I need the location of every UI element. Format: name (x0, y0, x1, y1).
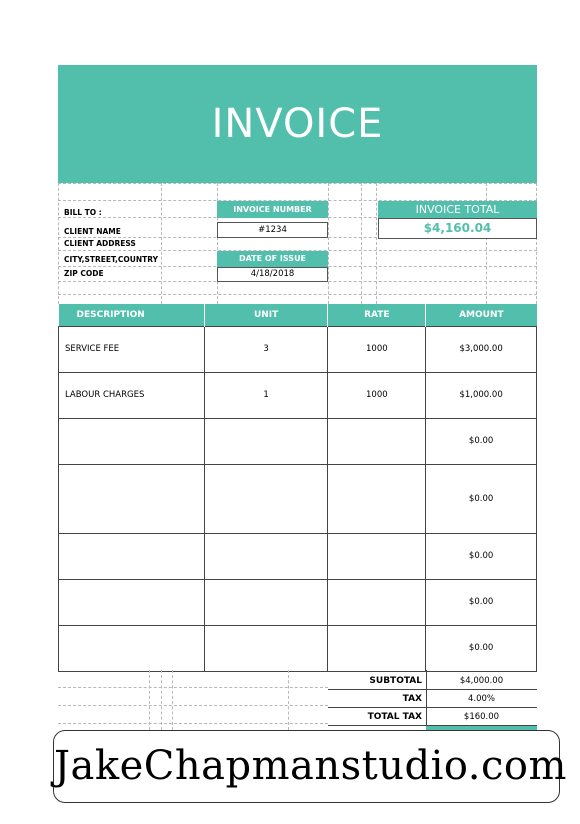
client-name-label: CLIENT NAME (64, 227, 121, 236)
row-rate[interactable] (328, 464, 426, 533)
invoice-title: INVOICE (58, 65, 537, 183)
watermark-banner: JakeChapmanstudio.com (53, 730, 560, 803)
table-row (59, 579, 537, 625)
summary-divider (328, 707, 537, 708)
table-header-row (59, 304, 537, 326)
row-unit[interactable]: 1 (204, 372, 328, 418)
zip-label: ZIP CODE (64, 269, 104, 278)
row-amount: $0.00 (426, 625, 537, 671)
total-tax-label: TOTAL TAX (367, 712, 422, 722)
row-description[interactable]: LABOUR CHARGES (59, 372, 205, 418)
column-header-amount: AMOUNT (426, 304, 537, 326)
column-header-unit: UNIT (204, 304, 328, 326)
items-table (58, 304, 537, 672)
row-unit[interactable] (204, 418, 328, 464)
row-description[interactable] (59, 418, 205, 464)
invoice-total-value: $4,160.04 (378, 218, 537, 239)
row-description[interactable] (59, 579, 205, 625)
row-unit[interactable] (204, 625, 328, 671)
table-row (59, 372, 537, 418)
summary-divider (328, 689, 537, 690)
row-amount: $0.00 (426, 464, 537, 533)
row-description[interactable]: SERVICE FEE (59, 326, 205, 372)
row-unit[interactable]: 3 (204, 326, 328, 372)
column-header-description: DESCRIPTION (59, 304, 205, 326)
grid-line (328, 183, 329, 304)
table-row (59, 464, 537, 533)
invoice-number-value[interactable]: #1234 (217, 222, 328, 238)
client-address-label: CLIENT ADDRESS (64, 239, 136, 248)
grid-line (172, 670, 173, 730)
row-amount: $0.00 (426, 533, 537, 579)
row-unit[interactable] (204, 533, 328, 579)
row-rate[interactable]: 1000 (328, 372, 426, 418)
tax-label: TAX (402, 694, 422, 704)
grid-line (161, 670, 162, 730)
tax-value[interactable]: 4.00% (467, 694, 495, 704)
row-rate[interactable] (328, 579, 426, 625)
grid-line (361, 183, 362, 304)
row-rate[interactable] (328, 418, 426, 464)
row-rate[interactable] (328, 625, 426, 671)
table-row (59, 326, 537, 372)
grid-line (58, 294, 537, 295)
row-rate[interactable]: 1000 (328, 326, 426, 372)
row-description[interactable] (59, 533, 205, 579)
column-header-rate: RATE (328, 304, 426, 326)
row-amount: $0.00 (426, 579, 537, 625)
total-tax-value: $160.00 (463, 712, 500, 722)
subtotal-label: SUBTOTAL (369, 676, 422, 686)
row-amount: $3,000.00 (426, 326, 537, 372)
city-label: CITY,STREET,COUNTRY (64, 255, 159, 264)
row-description[interactable] (59, 625, 205, 671)
bill-to-label: BILL TO : (64, 208, 102, 217)
row-amount: $1,000.00 (426, 372, 537, 418)
grid-line (376, 183, 377, 304)
table-row (59, 418, 537, 464)
invoice-total-label: INVOICE TOTAL (378, 201, 537, 218)
row-description[interactable] (59, 464, 205, 533)
subtotal-value: $4,000.00 (459, 676, 504, 686)
date-of-issue-value[interactable]: 4/18/2018 (217, 267, 328, 282)
row-unit[interactable] (204, 579, 328, 625)
grid-line (58, 183, 59, 304)
table-row (59, 533, 537, 579)
table-row (59, 625, 537, 671)
row-unit[interactable] (204, 464, 328, 533)
date-of-issue-label: DATE OF ISSUE (217, 251, 328, 267)
invoice-number-label: INVOICE NUMBER (217, 201, 328, 218)
grid-line (149, 670, 150, 730)
grid-line (288, 670, 289, 730)
grid-line (58, 183, 537, 184)
row-amount: $0.00 (426, 418, 537, 464)
row-rate[interactable] (328, 533, 426, 579)
grid-line (161, 183, 162, 304)
